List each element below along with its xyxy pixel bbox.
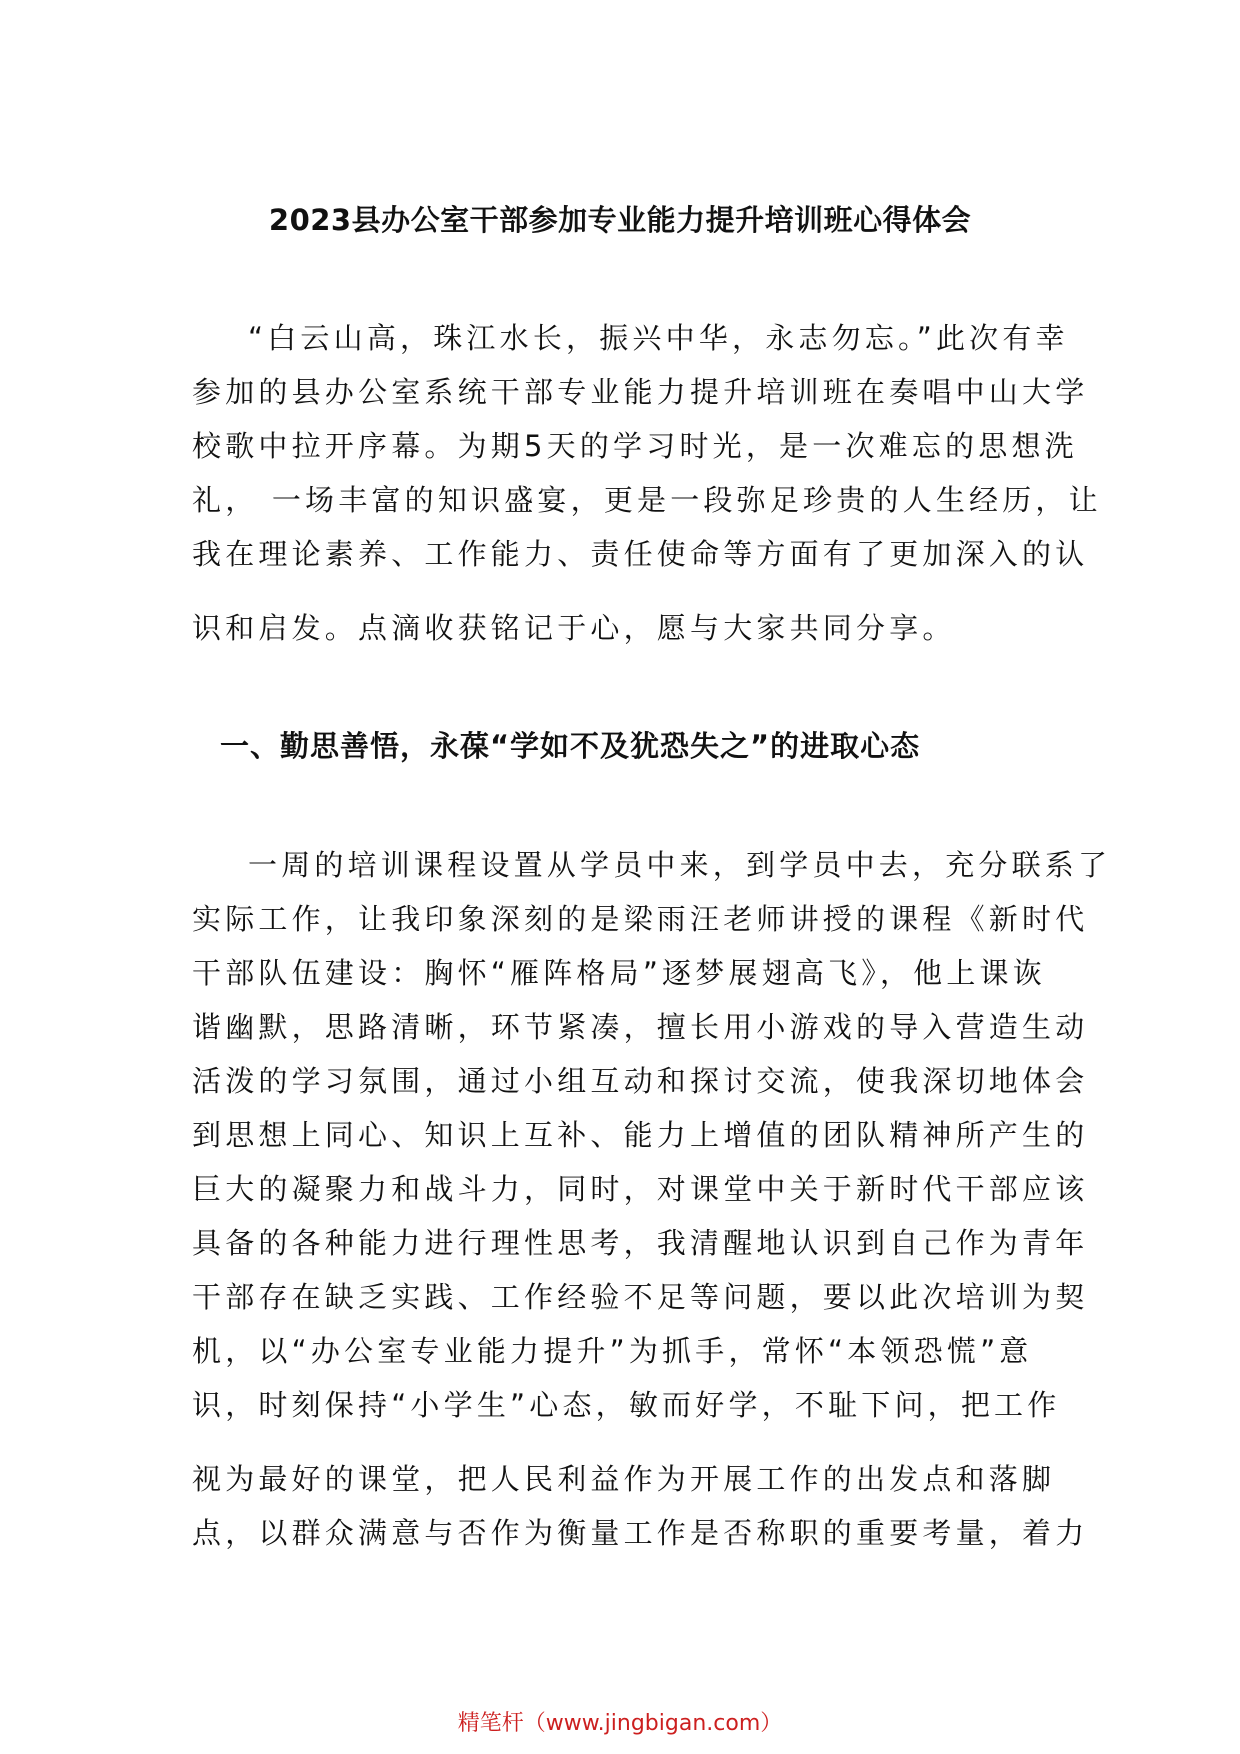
- text-line: 识和启发。点滴收获铭记于心，愿与大家共同分享。: [192, 611, 956, 645]
- text-line: 视为最好的课堂，把人民利益作为开展工作的出发点和落脚: [192, 1462, 1056, 1496]
- text-line: 干部队伍建设：胸怀“雁阵格局”逐梦展翅高飞》，他上课诙: [192, 956, 1046, 990]
- text-line: “白云山高，珠江水长，振兴中华，永志勿忘。”此次有幸: [248, 321, 1069, 355]
- text-line: 谐幽默，思路清晰，环节紧凑，擅长用小游戏的导入营造生动: [192, 1010, 1089, 1044]
- text-line: 礼， 一场丰富的知识盛宴，更是一段弥足珍贵的人生经历，让: [192, 483, 1102, 517]
- text-line: 点，以群众满意与否作为衡量工作是否称职的重要考量，着力: [192, 1516, 1089, 1550]
- text-line: 干部存在缺乏实践、工作经验不足等问题，要以此次培训为契: [192, 1280, 1089, 1314]
- text-line: 我在理论素养、工作能力、责任使命等方面有了更加深入的认: [192, 537, 1089, 571]
- text-line: 校歌中拉开序幕。为期5天的学习时光，是一次难忘的思想洗: [192, 429, 1078, 463]
- text-line: 到思想上同心、知识上互补、能力上增值的团队精神所产生的: [192, 1118, 1089, 1152]
- text-line: 识，时刻保持“小学生”心态，敏而好学，不耻下问，把工作: [192, 1388, 1061, 1422]
- text-line: 参加的县办公室系统干部专业能力提升培训班在奏唱中山大学: [192, 375, 1089, 409]
- text-line: 机，以“办公室专业能力提升”为抓手，常怀“本领恐慌”意: [192, 1334, 1033, 1368]
- text-line: 活泼的学习氛围，通过小组互动和探讨交流，使我深切地体会: [192, 1064, 1089, 1098]
- text-line: 具备的各种能力进行理性思考，我清醒地认识到自己作为青年: [192, 1226, 1089, 1260]
- document-title: 2023县办公室干部参加专业能力提升培训班心得体会: [268, 203, 972, 237]
- section-heading: 一、勤思善悟，永葆“学如不及犹恐失之”的进取心态: [220, 729, 921, 763]
- text-line: 一周的培训课程设置从学员中来，到学员中去，充分联系了: [248, 848, 1112, 882]
- text-line: 实际工作，让我印象深刻的是梁雨汪老师讲授的课程《新时代: [192, 902, 1089, 936]
- text-line: 巨大的凝聚力和战斗力，同时，对课堂中关于新时代干部应该: [192, 1172, 1089, 1206]
- footer-watermark: 精笔杆（www.jingbigan.com）: [457, 1711, 783, 1736]
